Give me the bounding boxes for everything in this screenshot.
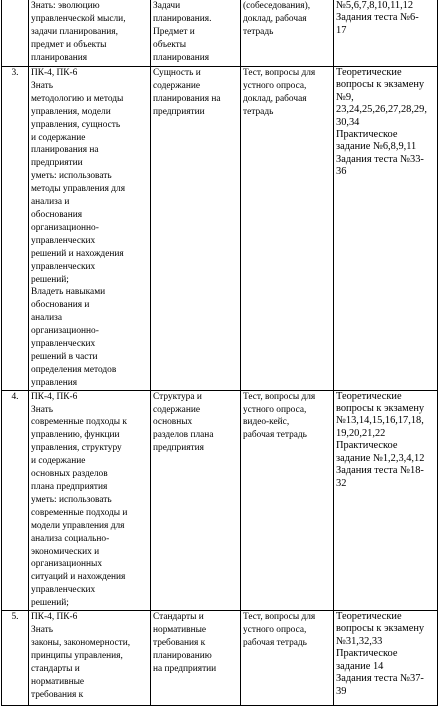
assessment-tasks-cell: №5,6,7,8,10,11,12 Задания теста №6- 17	[334, 0, 438, 67]
table-row	[2, 390, 438, 610]
competence-cell: ПК-4, ПК-6 Знать законы, закономерности, принципы управления, стандарты и нормативные требования к	[29, 611, 151, 706]
topic-cell: Сущность и содержание планирования на предприятии	[151, 67, 241, 391]
table-row	[2, 611, 438, 706]
assessment-tasks-cell: Теоретические вопросы к экзамену №9, 23,24,25,26,27,28,29, 30,34 Практическое задание №6,8,9,11 Задания теста №33- 36	[334, 67, 438, 391]
topic-cell: Задачи планирования. Предмет и объекты планирования	[151, 0, 241, 67]
topic-cell: Структура и содержание основных разделов плана предприятия	[151, 390, 241, 610]
table-row	[2, 67, 438, 391]
assessment-tasks-cell: Теоретические вопросы к экзамену №13,14,15,16,17,18, 19,20,21,22 Практическое задание №1,2,3,4,12 Задания теста №18- 32	[334, 390, 438, 610]
control-form-cell: Тест, вопросы для устного опроса, доклад, рабочая тетрадь	[241, 67, 334, 391]
competence-cell: Знать: эволюцию управленческой мысли, задачи планирования, предмет и объекты планирования	[29, 0, 151, 67]
topic-cell: Стандарты и нормативные требования к планированию на предприятии	[151, 611, 241, 706]
competence-cell: ПК-4, ПК-6 Знать методологию и методы управления, модели управления, сущность и содержание планирования на предприятии уметь: использовать методы управления для анализа и обоснования организационно- управленческих решений и нахождения управленческих решений; Владеть навыками обоснования и анализа организационно- управленческих решений в части определения методов управления	[29, 67, 151, 391]
row-number-cell	[2, 0, 29, 67]
competence-assessment-table	[1, 0, 438, 706]
control-form-cell: (собеседования), доклад, рабочая тетрадь	[241, 0, 334, 67]
row-number-cell: 5.	[2, 611, 29, 706]
control-form-cell: Тест, вопросы для устного опроса, рабочая тетрадь	[241, 611, 334, 706]
row-number-cell: 3.	[2, 67, 29, 391]
row-number-cell: 4.	[2, 390, 29, 610]
control-form-cell: Тест, вопросы для устного опроса, видео-кейс, рабочая тетрадь	[241, 390, 334, 610]
assessment-tasks-cell: Теоретические вопросы к экзамену №31,32,33 Практическое задание 14 Задания теста №37- 39	[334, 611, 438, 706]
table-row	[2, 0, 438, 67]
competence-cell: ПК-4, ПК-6 Знать современные подходы к управлению, функции управления, структуру и содержание основных разделов плана предприятия уметь: использовать современные подходы и модели управления для анализа социально- экономических и организационных ситуаций и нахождения управленческих решений;	[29, 390, 151, 610]
